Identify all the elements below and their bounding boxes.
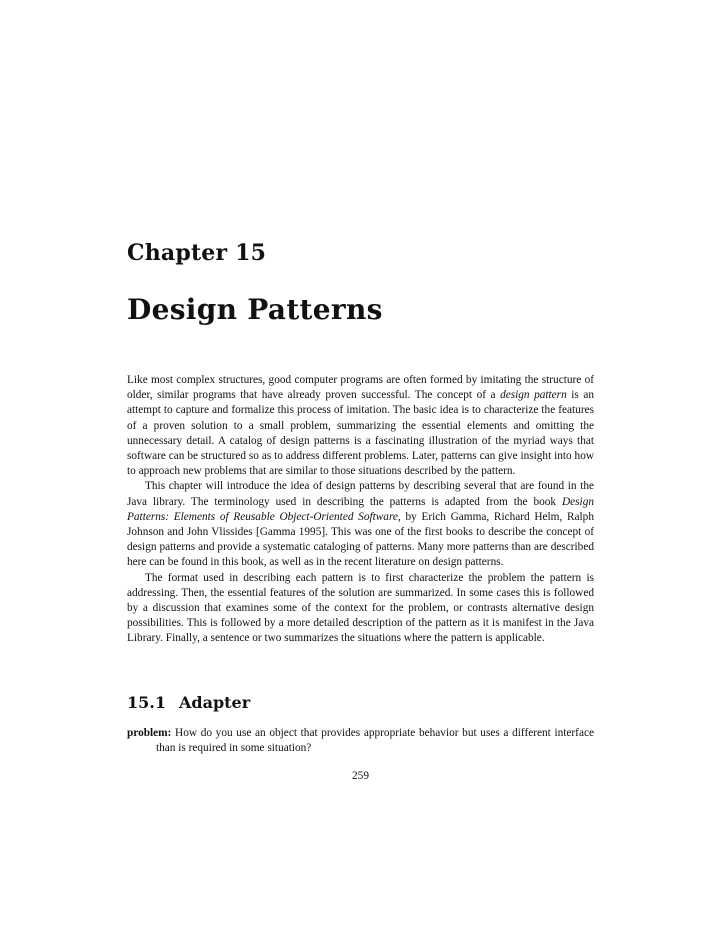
paragraph-2-text-a: This chapter will introduce the idea of design patterns by describing several that are found in the Java library. The terminology used in describing the patterns is adapted from the book xyxy=(127,480,594,508)
section-heading xyxy=(127,693,250,712)
paragraph-1-emphasis: design pattern xyxy=(500,389,567,402)
paragraph-3-text: The format used in describing each pattern is to first characterize the problem the pattern is addressing. Then, the essential features of the solution are summarized. In some cases this is followed by a discussion that examines some of the context for the problem, or contrasts alternative design possibilities. This is followed by a more detailed description of the pattern as it is manifest in the Java Library. Finally, a sentence or two summarizes the situations where the pattern is applicable. xyxy=(127,571,594,645)
page-number: 259 xyxy=(352,770,369,782)
book-title-citation: Design Patterns: Elements of Reusable Object-Oriented Software xyxy=(127,495,594,523)
chapter-title: Design Patterns xyxy=(127,293,383,326)
chapter-intro xyxy=(127,373,594,647)
problem-label: problem: xyxy=(127,727,172,739)
paragraph-1 xyxy=(127,373,594,479)
paragraph-3 xyxy=(127,571,594,647)
section-number: 15.1 xyxy=(127,693,166,712)
paragraph-1-text-a: Like most complex structures, good computer programs are often formed by imitating the structure of older, similar programs that have already proven successful. The concept of a xyxy=(127,374,594,402)
paragraph-1-text-b: is an attempt to capture and formalize this process of imitation. The basic idea is to characterize the features of a proven solution to a small problem, summarizing the essential elements and omitting the unnecessary detail. A catalog of design patterns is a fascinating illustration of the myriad ways that software can be structured so as to address different problems. Later, patterns can give insight into how to approach new problems that are similar to those situations described by the pattern. xyxy=(127,389,594,478)
paragraph-2 xyxy=(127,479,594,570)
problem-statement xyxy=(127,726,594,756)
paragraph-2-text-b: , by Erich Gamma, Richard Helm, Ralph Johnson and John Vlissides [Gamma 1995]. This was one of the first books to describe the concept of design patterns and provide a systematic cataloging of patterns. Many more patterns than are described here can be found in this book, as well as in the recent literature on design patterns. xyxy=(127,510,594,569)
chapter-label: Chapter 15 xyxy=(127,240,267,266)
section-title: Adapter xyxy=(179,693,251,712)
problem-text: How do you use an object that provides appropriate behavior but uses a different interface than is required in some situation? xyxy=(156,727,594,755)
